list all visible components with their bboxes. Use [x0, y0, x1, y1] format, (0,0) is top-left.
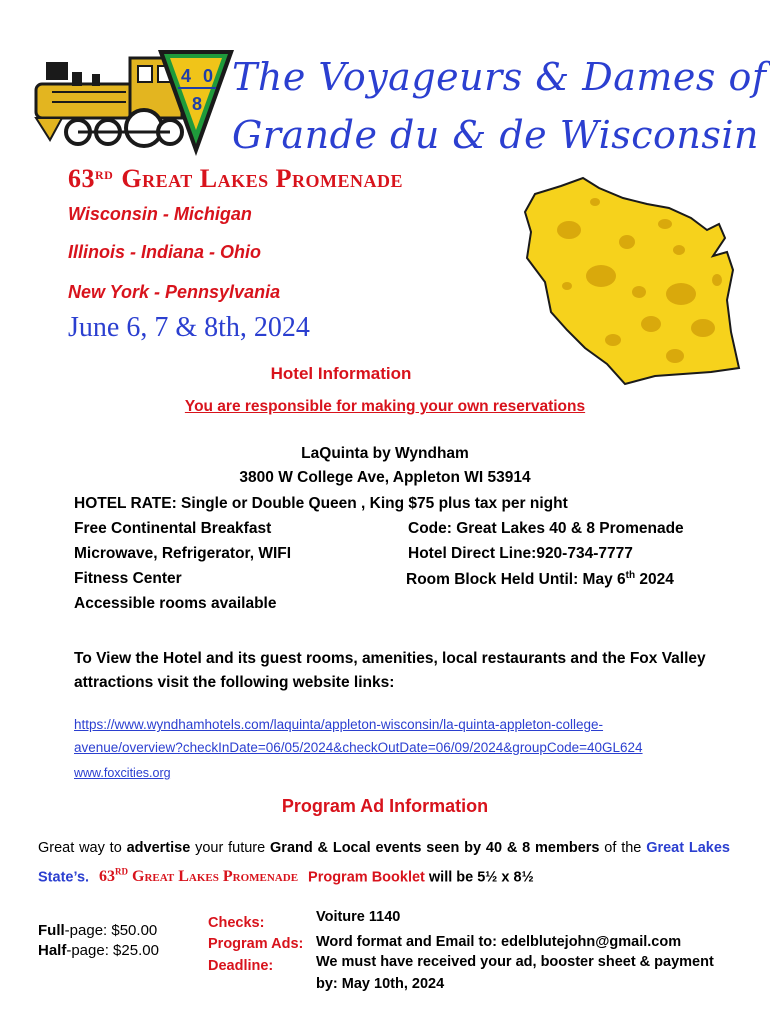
ad-promenade-number: 63	[99, 868, 116, 886]
locomotive-logo	[32, 44, 242, 164]
states-line-1: Wisconsin - Michigan	[68, 204, 252, 224]
logo-digit-8: 8	[191, 94, 203, 114]
ad-text-of-the: of the	[599, 840, 647, 856]
promenade-suffix: RD	[95, 168, 114, 182]
ad-promenade-name: Great Lakes Promenade	[128, 868, 299, 886]
ad-text-promenade	[99, 868, 298, 885]
room-block-text: Room Block Held Until: May 6	[406, 571, 626, 589]
ad-text-booklet: Program Booklet	[308, 869, 425, 886]
checks-value: Voiture 1140	[316, 909, 401, 925]
hotel-heading: Hotel Information	[270, 364, 412, 383]
room-block-year: 2024	[635, 571, 674, 589]
train-icon	[36, 58, 186, 146]
promenade-number: 63	[68, 164, 95, 193]
ad-text-size: will be 5½ x 8½	[424, 869, 534, 886]
full-page-price	[38, 922, 157, 939]
ad-text-advertise: advertise	[126, 840, 191, 856]
amenity-microwave: Microwave, Refrigerator, WIFI	[74, 545, 292, 562]
logo-digit-0: 0	[202, 66, 214, 86]
hotel-rate: HOTEL RATE: Single or Double Queen , King $75 plus tax per night	[74, 495, 568, 512]
room-block-deadline	[406, 570, 674, 589]
event-dates: June 6, 7 & 8th, 2024	[68, 312, 310, 343]
half-page-label: Half	[38, 942, 67, 959]
hotel-direct-line: Hotel Direct Line:920-734-7777	[408, 545, 633, 562]
deadline-value-line-2: by: May 10th, 2024	[316, 976, 445, 992]
ad-text-events: Grand & Local events seen by 40 & 8 members	[270, 840, 600, 856]
ad-text-states: Great Lakes State’s.	[38, 840, 730, 886]
program-ads-label: Program Ads:	[208, 936, 304, 952]
half-page-price	[38, 942, 159, 959]
amenity-breakfast: Free Continental Breakfast	[74, 520, 272, 537]
ad-promenade-suffix: RD	[115, 867, 129, 877]
foxcities-link[interactable]: www.foxcities.org	[74, 766, 171, 780]
room-block-suffix: th	[625, 570, 636, 581]
page-title	[232, 48, 766, 164]
amenity-accessible: Accessible rooms available	[74, 595, 277, 612]
reservation-note: You are responsible for making your own reservations	[184, 398, 586, 415]
visit-instructions: To View the Hotel and its guest rooms, amenities, local restaurants and the Fox Valley attractions visit the following website links:	[74, 650, 706, 691]
wyndham-link-line-2[interactable]: avenue/overview?checkInDate=06/05/2024&checkOutDate=06/09/2024&groupCode=40GL624	[74, 740, 643, 755]
full-page-label: Full	[38, 922, 65, 939]
deadline-label: Deadline:	[208, 958, 274, 974]
states-line-3: New York - Pennsylvania	[68, 282, 281, 302]
ad-text-intro: Great way to	[38, 840, 127, 856]
promenade-heading	[68, 164, 403, 194]
hotel-name: LaQuinta by Wyndham	[301, 445, 469, 462]
program-ad-description	[38, 836, 730, 889]
states-line-2: Illinois - Indiana - Ohio	[68, 242, 261, 262]
full-page-amount: -page: $50.00	[64, 922, 158, 939]
amenity-fitness: Fitness Center	[74, 570, 182, 587]
program-ad-heading: Program Ad Information	[281, 796, 489, 816]
title-line-2: Grande du & de Wisconsin	[232, 113, 760, 157]
ad-text-future: your future	[190, 840, 271, 856]
half-page-amount: -page: $25.00	[66, 942, 159, 959]
title-line-1: The Voyageurs & Dames of	[232, 55, 767, 99]
booking-code: Code: Great Lakes 40 & 8 Promenade	[408, 520, 684, 537]
checks-label: Checks:	[208, 915, 265, 931]
logo-digit-4: 4	[180, 66, 192, 86]
program-ads-value: Word format and Email to: edelblutejohn@gmail.com	[316, 934, 682, 950]
hotel-address: 3800 W College Ave, Appleton WI 53914	[239, 469, 531, 486]
deadline-value-line-1: We must have received your ad, booster sheet & payment	[316, 954, 714, 970]
promenade-name: Great Lakes Promenade	[121, 164, 403, 193]
wisconsin-cheese-map-icon	[505, 172, 747, 390]
wyndham-link-line-1[interactable]: https://www.wyndhamhotels.com/laquinta/appleton-wisconsin/la-quinta-appleton-college-	[74, 717, 604, 732]
